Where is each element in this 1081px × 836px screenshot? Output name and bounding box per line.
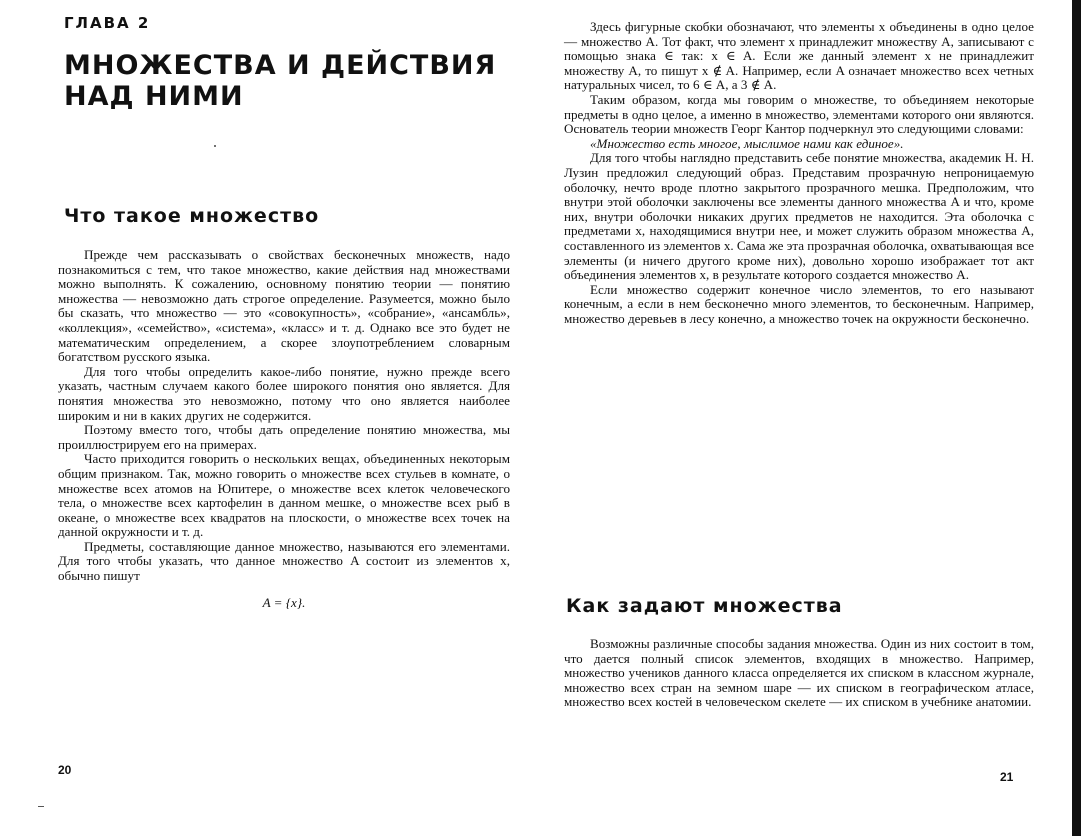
paragraph: Для того чтобы наглядно представить себе понятие множества, академик Н. Н. Лузин предложил следующий образ. Представим прозрачную непроницаемую оболочку, нечто вроде плотно закрытого прозрачного мешка. Предположим, что внутри этой оболочки заключены все элементы данного множества A и что, кроме них, внутри оболочки никаких других предметов не находится. Эта оболочка с предметами x, находящимися внутри нее, и может служить образом множества A, составленного из элементов x. Сама же эта прозрачная оболочка, охватывающая все элементы (и ничего другого кроме них), довольно хорошо изображает тот акт объединения элементов x, в результате которого создается множество A. [564, 150, 1034, 283]
section-heading-how-sets-defined: Как задают множества [566, 595, 843, 617]
paragraph: Поэтому вместо того, чтобы дать определение понятию множества, мы проиллюстрируем его на примерах. [58, 422, 510, 452]
chapter-label: ГЛАВА 2 [64, 14, 151, 32]
formula: A = {x}. [262, 594, 306, 610]
page-number-right: 21 [1000, 770, 1014, 784]
scan-edge [1072, 0, 1081, 836]
paragraph: Если множество содержит конечное число элементов, то его называют конечным, а если в нем бесконечно много элементов, то бесконечным. Например, множество деревьев в лесу конечно, а множество точек на окружности бесконечно. [564, 281, 1034, 326]
right-page [530, 0, 1070, 836]
margin-mark [38, 806, 44, 807]
left-body-text [58, 248, 510, 610]
paragraph: Часто приходится говорить о нескольких вещах, объединенных некоторым общим признаком. Так, можно говорить о множестве всех стульев в комнате, о множестве всех атомов на Юпитере, о множестве всех клеток человеческого тела, о множестве всех картофелин в данном мешке, о множестве всех рыб в океане, о множестве всех квадратов на плоскости, о множестве всех точек на данной окружности и т. д. [58, 451, 510, 540]
cantor-quote: «Множество есть многое, мыслимое нами как единое». [590, 135, 904, 151]
page-number-left: 20 [58, 763, 72, 777]
paragraph: Таким образом, когда мы говорим о множестве, то объединяем некоторые предметы в одно целое, а именно в множество, элементами которого они являются. Основатель теории множеств Георг Кантор подчеркнул это следующими словами: [564, 91, 1034, 137]
chapter-title: МНОЖЕСТВА И ДЕЙСТВИЯ НАД НИМИ [64, 50, 497, 112]
paragraph: Здесь фигурные скобки обозначают, что элементы x объединены в одно целое — множество A. Тот факт, что элемент x принадлежит множеству A, записывают с помощью знака ∈ так: x ∈ A. Если же данный элемент x не принадлежит множеству A, то пишут x ∉ A. Например, если A означает множество всех четных натуральных чисел, то 6 ∈ A, а 3 ∉ A. [564, 19, 1034, 93]
right-body-text-bottom [564, 637, 1034, 710]
paragraph: Возможны различные способы задания множества. Один из них состоит в том, что дается полный список элементов, входящих в множество. Например, множество учеников данного класса определяется их списком в классном журнале, множество всех стран на земном шаре — их списком в географическом атласе, множество всех костей в человеческом скелете — их списком в учебнике анатомии. [564, 636, 1034, 710]
left-page [0, 0, 530, 836]
paragraph: Для того чтобы определить какое-либо понятие, нужно прежде всего указать, частным случаем какого более широкого понятия оно является. Для понятия множества это невозможно, потому что оно является наиболее широким и ни в каких других не содержится. [58, 363, 510, 423]
paragraph: Предметы, составляющие данное множество, называются его элементами. Для того чтобы указать, что данное множество A состоит из элементов x, обычно пишут [58, 538, 510, 584]
print-speck [214, 145, 216, 147]
paragraph: Прежде чем рассказывать о свойствах бесконечных множеств, надо познакомиться с тем, что такое множество, какие действия над множествами можно выполнять. К сожалению, основному понятию теории — понятию множества — невозможно дать строгое определение. Разумеется, можно было бы сказать, что множество — это «совокупность», «собрание», «ансамбль», «коллекция», «семейство», «система», «класс» и т. д. Однако все это будет не математическим определением, а скорее злоупотреблением словарным богатством русского языка. [58, 247, 510, 365]
right-body-text [564, 20, 1034, 326]
section-heading-what-is-set: Что такое множество [64, 205, 320, 227]
